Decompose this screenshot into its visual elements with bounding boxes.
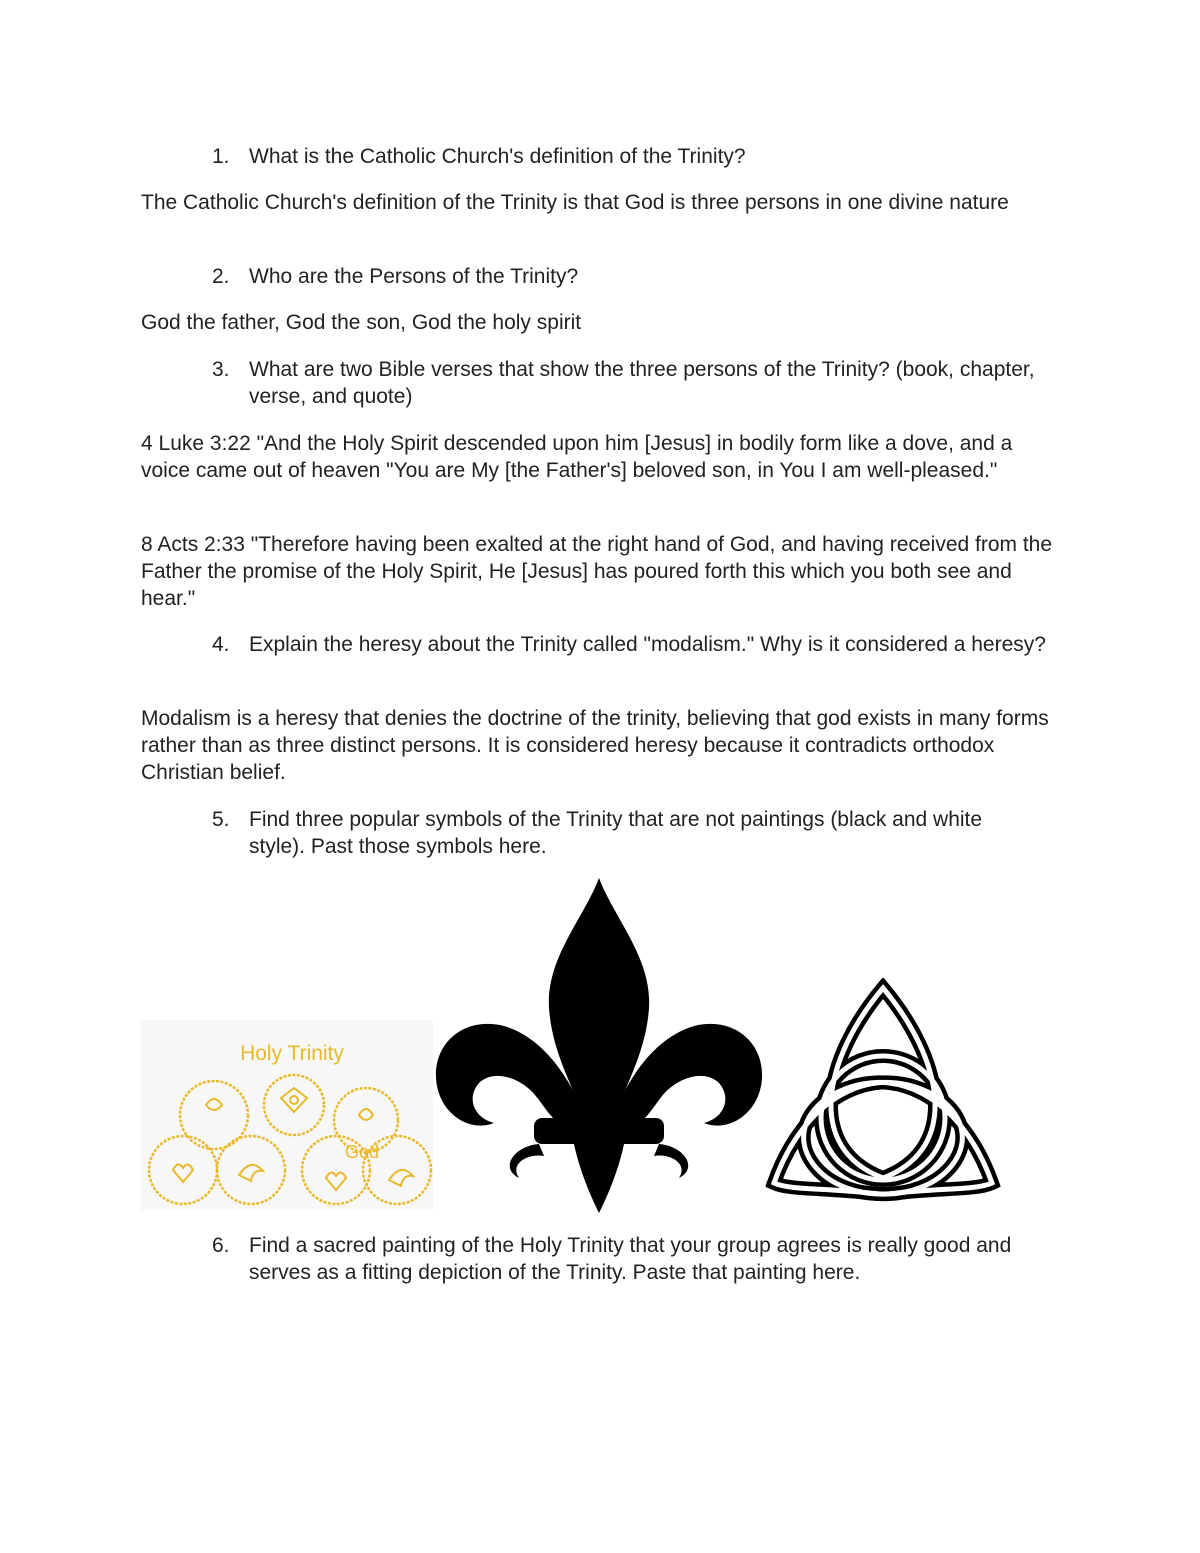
hands-icon	[206, 1099, 222, 1110]
answer-2: God the father, God the son, God the holy spirit	[141, 311, 582, 334]
heart-circle	[149, 1136, 217, 1204]
question-1	[212, 143, 1072, 170]
dove-circle	[217, 1136, 285, 1204]
sacred-heart-icon	[173, 1164, 193, 1182]
question-2	[212, 263, 1072, 290]
question-number: 4.	[212, 633, 230, 656]
eye-icon	[290, 1096, 298, 1104]
dove-icon	[239, 1165, 263, 1181]
triquetra-image	[764, 978, 1002, 1208]
question-number: 6.	[212, 1234, 230, 1257]
god-label: God	[344, 1142, 380, 1162]
fleur-de-lis-icon	[436, 878, 762, 1213]
answer-3-verse-1: 4 Luke 3:22 "And the Holy Spirit descended upon him [Jesus] in bodily form like a dove, and a voice came out of heaven "You are My [the Father's] beloved son, in You I am well-pleased."	[141, 432, 1013, 482]
question-3	[212, 356, 1042, 410]
question-number: 3.	[212, 358, 230, 381]
question-number: 2.	[212, 265, 230, 288]
eye-triangle-icon	[281, 1088, 307, 1112]
trinity-small-icons	[173, 1088, 413, 1190]
question-text: Find three popular symbols of the Trinity that are not paintings (black and white style). Past those symbols here.	[249, 808, 983, 858]
fleur-de-lis-image	[434, 878, 764, 1214]
hand-icon	[359, 1109, 373, 1120]
triquetra-icon	[774, 988, 992, 1194]
question-text: What are two Bible verses that show the three persons of the Trinity? (book, chapter, verse, and quote)	[249, 358, 1035, 408]
question-4	[212, 631, 1067, 658]
trinity-circles	[149, 1075, 431, 1204]
question-5	[212, 806, 1042, 860]
holy-trinity-title: Holy Trinity	[240, 1042, 344, 1065]
question-number: 5.	[212, 808, 230, 831]
question-text: What is the Catholic Church's definition of the Trinity?	[249, 145, 746, 168]
answer-3-verse-2: 8 Acts 2:33 "Therefore having been exalted at the right hand of God, and having received from the Father the promise of the Holy Spirit, He [Jesus] has poured forth this which you both see and hear."	[141, 533, 1053, 610]
answer-4: Modalism is a heresy that denies the doctrine of the trinity, believing that god exists in many forms rather than as three distinct persons. It is considered heresy because it contradicts orthodox Christian belief.	[141, 707, 1049, 784]
dove-icon-2	[389, 1170, 413, 1186]
question-6	[212, 1232, 1072, 1286]
question-text: Find a sacred painting of the Holy Trinity that your group agrees is really good and serves as a fitting depiction of the Trinity. Paste that painting here.	[249, 1234, 1012, 1284]
question-number: 1.	[212, 145, 230, 168]
holy-trinity-diagram-image	[141, 1020, 433, 1210]
question-text: Explain the heresy about the Trinity called "modalism." Why is it considered a heresy?	[249, 633, 1046, 656]
answer-1: The Catholic Church's definition of the Trinity is that God is three persons in one divine nature	[141, 191, 1009, 214]
question-text: Who are the Persons of the Trinity?	[249, 265, 579, 288]
sacred-heart-icon-2	[326, 1172, 346, 1190]
